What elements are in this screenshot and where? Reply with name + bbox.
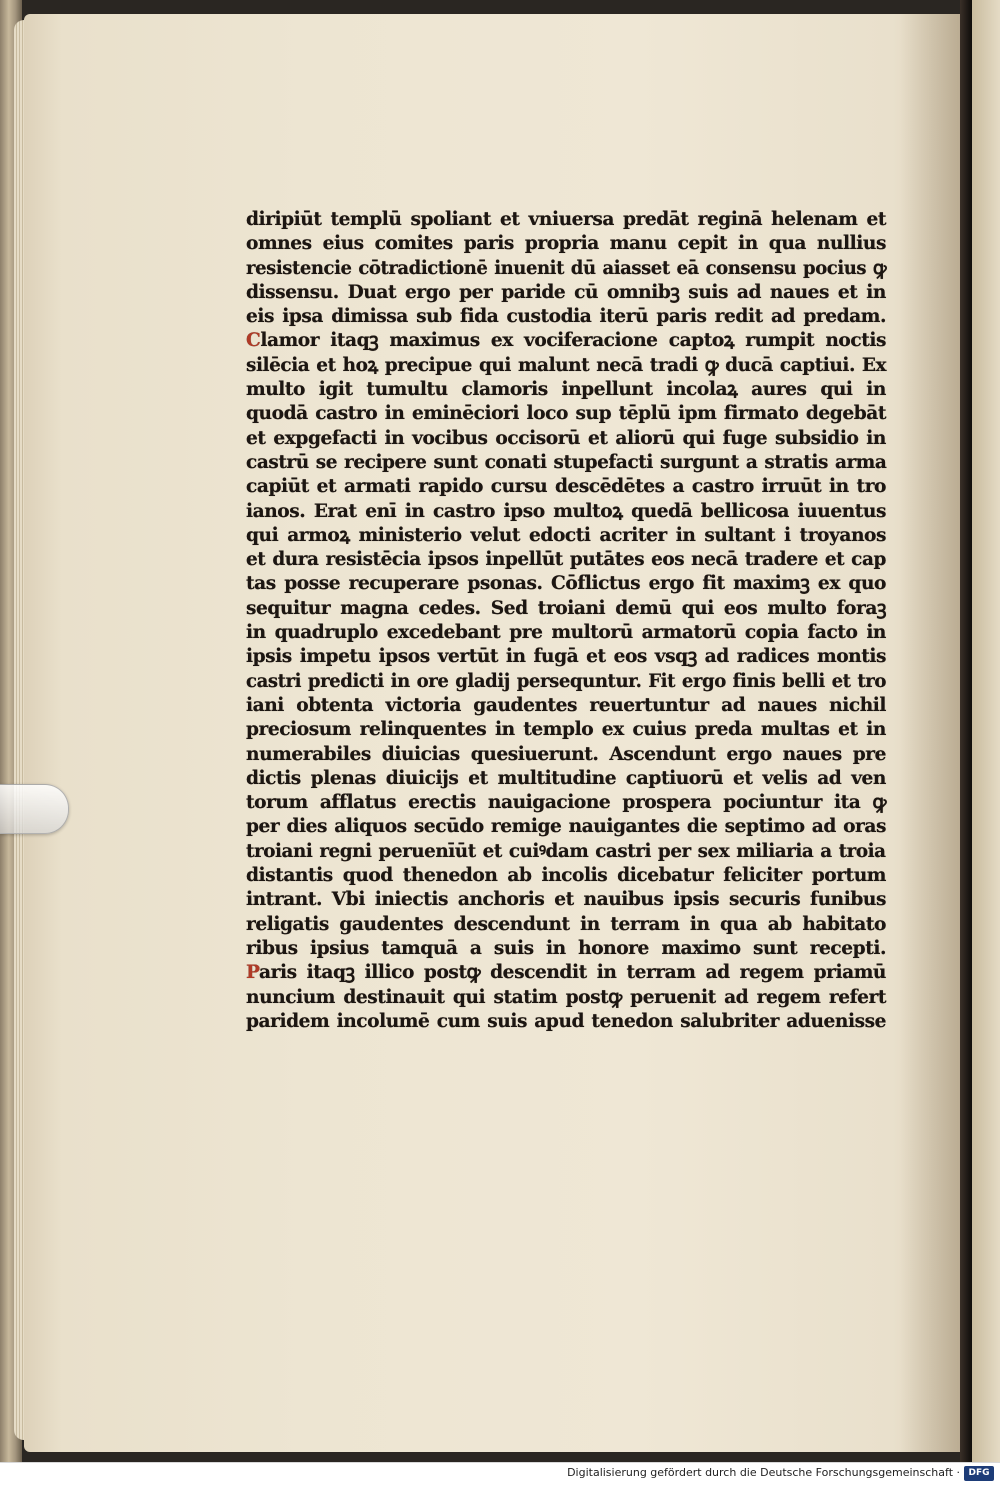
text-line bbox=[246, 427, 886, 451]
text-line bbox=[246, 475, 886, 499]
line-text: castri predicti in ore gladij persequntur. Fit ergo finis belli et tro bbox=[246, 670, 887, 692]
line-text: ipsis impetu ipsos vertūt in fugā et eos vsqꝫ ad radices montis bbox=[246, 646, 886, 668]
text-line bbox=[246, 257, 887, 281]
funding-credit: Digitalisierung gefördert durch die Deutsche Forschungsgemeinschaft · bbox=[567, 1466, 960, 1479]
text-line bbox=[246, 621, 886, 645]
line-text: aris itaqꝫ illico postꝙ descendit in terram ad regem priamū bbox=[259, 962, 886, 984]
text-line bbox=[246, 208, 886, 232]
text-line bbox=[246, 548, 886, 572]
line-text: paridem incolumē cum suis apud tenedon salubriter aduenisse bbox=[246, 1010, 886, 1032]
text-line bbox=[246, 645, 886, 669]
digitization-footer bbox=[0, 1462, 1000, 1485]
dfg-logo: DFG bbox=[964, 1466, 994, 1481]
text-line bbox=[246, 961, 886, 985]
text-line bbox=[246, 402, 886, 426]
text-line bbox=[246, 840, 886, 864]
text-line bbox=[246, 888, 886, 912]
line-text: et dura resistēcia ipsos inpellūt putātes eos necā tradere et cap bbox=[246, 549, 886, 571]
text-line bbox=[246, 354, 887, 378]
text-line bbox=[246, 670, 887, 694]
line-text: distantis quod thenedon ab incolis dicebatur feliciter portum bbox=[246, 865, 886, 887]
book-gutter bbox=[960, 0, 972, 1462]
text-line bbox=[246, 329, 886, 353]
text-line bbox=[246, 913, 886, 937]
line-text: capiūt et armati rapido cursu descēdētes a castro irruūt in tro bbox=[246, 476, 886, 498]
text-line bbox=[246, 232, 886, 256]
line-text: qui armoꝝ ministerio velut edocti acriter in sultant i troyanos bbox=[246, 524, 886, 546]
line-text: quodā castro in eminēciori loco sup tēplū ipm firmato degebāt bbox=[246, 403, 886, 425]
text-line bbox=[246, 718, 886, 742]
line-text: diripiūt templū spoliant et vniuersa predāt reginā helenam et bbox=[246, 209, 886, 230]
text-line bbox=[246, 597, 886, 621]
page-shadow bbox=[900, 14, 968, 1452]
text-line bbox=[246, 743, 886, 767]
line-text: lamor itaqꝫ maximus ex vociferacione captoꝝ rumpit noctis bbox=[260, 330, 886, 352]
line-text: multo igit tumultu clamoris inpellunt incolaꝝ aures qui in bbox=[246, 379, 886, 401]
text-line bbox=[246, 815, 886, 839]
text-line bbox=[246, 378, 886, 402]
line-text: castrū se recipere sunt conati stupefacti surgunt a stratis arma bbox=[246, 451, 887, 473]
line-text: iani obtenta victoria gaudentes reuertuntur ad naues nichil bbox=[246, 694, 886, 716]
line-text: troiani regni peruenīūt et cuiꝰdam castri per sex miliaria a troia bbox=[246, 840, 886, 862]
line-text: ribus ipsius tamquā a suis in honore maximo sunt recepti. bbox=[246, 937, 886, 959]
text-line bbox=[246, 937, 886, 961]
text-line bbox=[246, 864, 886, 888]
text-line bbox=[246, 305, 886, 329]
line-text: religatis gaudentes descendunt in terram in qua ab habitato bbox=[246, 913, 886, 935]
line-text: sequitur magna cedes. Sed troiani demū qui eos multo foraꝫ bbox=[246, 597, 886, 619]
facing-page-edge bbox=[972, 0, 1000, 1462]
line-text: ianos. Erat enī in castro ipso multoꝝ quedā bellicosa iuuentus bbox=[246, 500, 886, 522]
line-text: numerabiles diuicias quesiuerunt. Ascendunt ergo naues pre bbox=[246, 743, 886, 765]
text-line bbox=[246, 500, 886, 524]
text-line bbox=[246, 767, 886, 791]
text-line bbox=[246, 1010, 886, 1034]
line-text: torum afflatus erectis nauigacione prospera pociuntur ita ꝙ bbox=[246, 792, 886, 814]
line-text: silēcia et hoꝝ precipue qui malunt necā tradi ꝙ ducā captiui. Ex bbox=[246, 354, 887, 376]
rubricated-initial: P bbox=[246, 962, 260, 984]
text-line bbox=[246, 986, 886, 1010]
page-clip bbox=[0, 784, 69, 834]
line-text: dissensu. Duat ergo per paride cū omnibꝫ suis ad naues et in bbox=[246, 281, 886, 303]
text-line bbox=[246, 572, 886, 596]
line-text: dictis plenas diuicijs et multitudine captiuorū et velis ad ven bbox=[246, 767, 886, 789]
line-text: tas posse recuperare psonas. Cōflictus ergo fit maximꝫ ex quo bbox=[246, 573, 886, 595]
line-text: in quadruplo excedebant pre multorū armatorū copia facto in bbox=[246, 622, 886, 644]
text-line bbox=[246, 694, 886, 718]
line-text: resistencie cōtradictionē inuenit dū aiasset eā consensu pocius ꝙ bbox=[246, 257, 887, 279]
text-line bbox=[246, 281, 886, 305]
line-text: preciosum relinquentes in templo ex cuius preda multas et in bbox=[246, 719, 886, 741]
line-text: eis ipsa dimissa sub fida custodia iterū paris redit ad predam. bbox=[246, 306, 886, 328]
text-line bbox=[246, 791, 886, 815]
page-text bbox=[246, 208, 886, 1034]
rubricated-initial: C bbox=[246, 330, 261, 352]
line-text: nuncium destinauit qui statim postꝙ peruenit ad regem refert bbox=[246, 986, 886, 1008]
text-line bbox=[246, 524, 886, 548]
line-text: intrant. Vbi iniectis anchoris et nauibus ipsis securis funibus bbox=[246, 889, 886, 911]
line-text: per dies aliquos secūdo remige nauigantes die septimo ad oras bbox=[246, 816, 886, 838]
line-text: omnes eius comites paris propria manu cepit in qua nullius bbox=[246, 233, 886, 255]
line-text: et expgefacti in vocibus occisorū et aliorū qui fuge subsidio in bbox=[246, 427, 886, 449]
text-line bbox=[246, 451, 887, 475]
